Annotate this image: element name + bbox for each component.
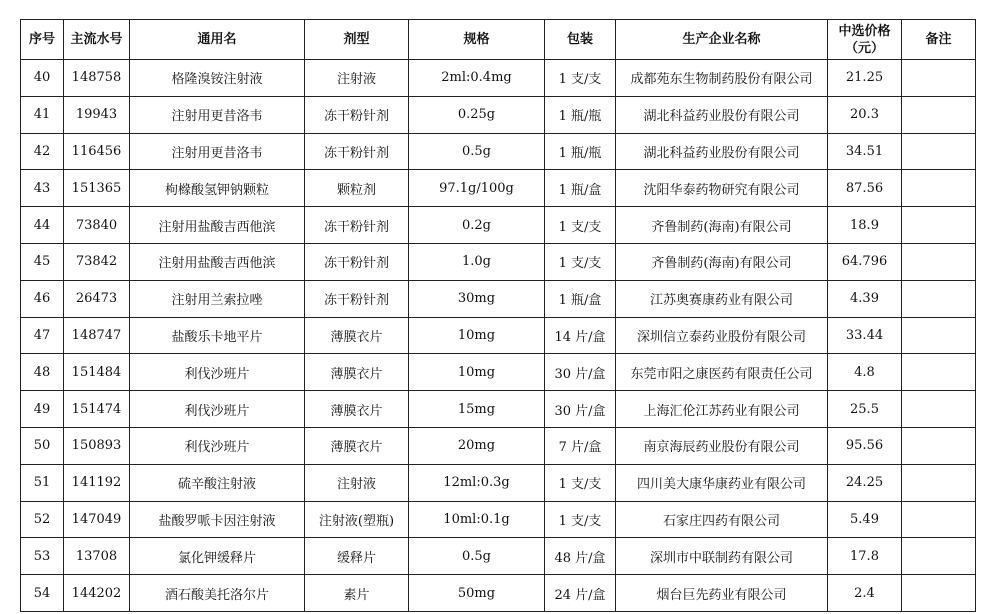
cell-price: 2.4	[828, 575, 902, 612]
cell-seq: 50	[21, 427, 64, 464]
cell-note	[902, 133, 976, 170]
cell-pack: 30 片/盒	[545, 354, 616, 391]
cell-pack: 1 支/支	[545, 207, 616, 244]
cell-note	[902, 243, 976, 280]
header-seq: 序号	[21, 20, 64, 60]
cell-seq: 51	[21, 464, 64, 501]
cell-spec: 10mg	[409, 354, 545, 391]
cell-form: 素片	[305, 575, 409, 612]
cell-code: 151365	[64, 170, 130, 207]
cell-price: 18.9	[828, 207, 902, 244]
cell-price: 87.56	[828, 170, 902, 207]
cell-spec: 0.5g	[409, 538, 545, 575]
cell-name: 酒石酸美托洛尔片	[130, 575, 305, 612]
cell-pack: 1 支/支	[545, 60, 616, 97]
table-row	[21, 170, 976, 207]
cell-form: 冻干粉针剂	[305, 243, 409, 280]
header-price-line1: 中选价格	[838, 23, 891, 39]
table-row	[21, 538, 976, 575]
cell-form: 冻干粉针剂	[305, 96, 409, 133]
cell-code: 116456	[64, 133, 130, 170]
cell-spec: 0.25g	[409, 96, 545, 133]
cell-code: 144202	[64, 575, 130, 612]
cell-seq: 47	[21, 317, 64, 354]
cell-form: 薄膜衣片	[305, 354, 409, 391]
table-row	[21, 280, 976, 317]
cell-note	[902, 317, 976, 354]
cell-pack: 1 瓶/瓶	[545, 133, 616, 170]
cell-pack: 1 瓶/盒	[545, 280, 616, 317]
cell-form: 颗粒剂	[305, 170, 409, 207]
cell-name: 注射用盐酸吉西他滨	[130, 207, 305, 244]
table-row	[21, 96, 976, 133]
cell-pack: 1 瓶/瓶	[545, 96, 616, 133]
header-spec: 规格	[409, 20, 545, 60]
cell-maker: 烟台巨先药业有限公司	[616, 575, 828, 612]
cell-note	[902, 170, 976, 207]
drug-price-table	[20, 19, 976, 612]
table-row	[21, 575, 976, 612]
cell-name: 利伐沙班片	[130, 354, 305, 391]
table-row	[21, 427, 976, 464]
cell-name: 格隆溴铵注射液	[130, 60, 305, 97]
cell-note	[902, 391, 976, 428]
header-code: 主流水号	[64, 20, 130, 60]
cell-note	[902, 575, 976, 612]
cell-pack: 7 片/盒	[545, 427, 616, 464]
cell-code: 150893	[64, 427, 130, 464]
cell-seq: 42	[21, 133, 64, 170]
cell-form: 注射液	[305, 464, 409, 501]
cell-seq: 43	[21, 170, 64, 207]
cell-price: 17.8	[828, 538, 902, 575]
cell-form: 冻干粉针剂	[305, 133, 409, 170]
table-row	[21, 243, 976, 280]
cell-price: 21.25	[828, 60, 902, 97]
header-price	[828, 20, 902, 60]
cell-name: 盐酸罗哌卡因注射液	[130, 501, 305, 538]
cell-code: 141192	[64, 464, 130, 501]
table-body	[21, 60, 976, 612]
cell-form: 注射液	[305, 60, 409, 97]
cell-maker: 江苏奥赛康药业有限公司	[616, 280, 828, 317]
cell-spec: 15mg	[409, 391, 545, 428]
cell-maker: 东莞市阳之康医药有限责任公司	[616, 354, 828, 391]
cell-spec: 2ml:0.4mg	[409, 60, 545, 97]
cell-price: 34.51	[828, 133, 902, 170]
cell-note	[902, 427, 976, 464]
table-row	[21, 207, 976, 244]
table-row	[21, 464, 976, 501]
cell-note	[902, 354, 976, 391]
cell-maker: 沈阳华泰药物研究有限公司	[616, 170, 828, 207]
cell-seq: 46	[21, 280, 64, 317]
cell-form: 冻干粉针剂	[305, 207, 409, 244]
header-maker: 生产企业名称	[616, 20, 828, 60]
cell-spec: 50mg	[409, 575, 545, 612]
cell-pack: 1 支/支	[545, 464, 616, 501]
cell-maker: 南京海辰药业股份有限公司	[616, 427, 828, 464]
cell-code: 19943	[64, 96, 130, 133]
header-name: 通用名	[130, 20, 305, 60]
cell-form: 缓释片	[305, 538, 409, 575]
cell-price: 24.25	[828, 464, 902, 501]
cell-price: 20.3	[828, 96, 902, 133]
header-form: 剂型	[305, 20, 409, 60]
cell-name: 利伐沙班片	[130, 427, 305, 464]
cell-pack: 30 片/盒	[545, 391, 616, 428]
cell-name: 盐酸乐卡地平片	[130, 317, 305, 354]
cell-code: 151474	[64, 391, 130, 428]
cell-spec: 0.5g	[409, 133, 545, 170]
cell-pack: 1 支/支	[545, 501, 616, 538]
cell-pack: 14 片/盒	[545, 317, 616, 354]
cell-seq: 44	[21, 207, 64, 244]
cell-code: 147049	[64, 501, 130, 538]
table-row	[21, 391, 976, 428]
table-header-row	[21, 20, 976, 60]
cell-seq: 48	[21, 354, 64, 391]
cell-code: 148747	[64, 317, 130, 354]
cell-spec: 10mg	[409, 317, 545, 354]
cell-spec: 1.0g	[409, 243, 545, 280]
cell-spec: 97.1g/100g	[409, 170, 545, 207]
cell-spec: 20mg	[409, 427, 545, 464]
cell-code: 73842	[64, 243, 130, 280]
cell-code: 26473	[64, 280, 130, 317]
header-note: 备注	[902, 20, 976, 60]
cell-name: 注射用盐酸吉西他滨	[130, 243, 305, 280]
cell-note	[902, 501, 976, 538]
cell-pack: 24 片/盒	[545, 575, 616, 612]
cell-form: 注射液(塑瓶)	[305, 501, 409, 538]
cell-form: 薄膜衣片	[305, 317, 409, 354]
cell-name: 枸橼酸氢钾钠颗粒	[130, 170, 305, 207]
cell-pack: 48 片/盒	[545, 538, 616, 575]
cell-note	[902, 538, 976, 575]
cell-name: 注射用兰索拉唑	[130, 280, 305, 317]
cell-pack: 1 支/支	[545, 243, 616, 280]
cell-seq: 41	[21, 96, 64, 133]
cell-pack: 1 瓶/盒	[545, 170, 616, 207]
cell-note	[902, 60, 976, 97]
cell-note	[902, 96, 976, 133]
cell-name: 利伐沙班片	[130, 391, 305, 428]
cell-price: 33.44	[828, 317, 902, 354]
cell-spec: 10ml:0.1g	[409, 501, 545, 538]
cell-price: 4.8	[828, 354, 902, 391]
cell-name: 硫辛酸注射液	[130, 464, 305, 501]
cell-maker: 湖北科益药业股份有限公司	[616, 96, 828, 133]
cell-note	[902, 207, 976, 244]
cell-name: 注射用更昔洛韦	[130, 133, 305, 170]
cell-maker: 深圳市中联制药有限公司	[616, 538, 828, 575]
cell-spec: 30mg	[409, 280, 545, 317]
cell-price: 95.56	[828, 427, 902, 464]
cell-seq: 52	[21, 501, 64, 538]
cell-seq: 45	[21, 243, 64, 280]
cell-maker: 深圳信立泰药业股份有限公司	[616, 317, 828, 354]
cell-note	[902, 280, 976, 317]
cell-name: 注射用更昔洛韦	[130, 96, 305, 133]
table-row	[21, 133, 976, 170]
cell-spec: 12ml:0.3g	[409, 464, 545, 501]
cell-price: 4.39	[828, 280, 902, 317]
cell-form: 薄膜衣片	[305, 427, 409, 464]
cell-code: 151484	[64, 354, 130, 391]
header-pack: 包装	[545, 20, 616, 60]
cell-code: 73840	[64, 207, 130, 244]
cell-price: 5.49	[828, 501, 902, 538]
cell-seq: 49	[21, 391, 64, 428]
cell-form: 薄膜衣片	[305, 391, 409, 428]
cell-code: 13708	[64, 538, 130, 575]
cell-maker: 四川美大康华康药业有限公司	[616, 464, 828, 501]
table-row	[21, 354, 976, 391]
cell-maker: 齐鲁制药(海南)有限公司	[616, 243, 828, 280]
header-price-line2: （元）	[844, 40, 884, 56]
cell-price: 64.796	[828, 243, 902, 280]
cell-form: 冻干粉针剂	[305, 280, 409, 317]
cell-seq: 53	[21, 538, 64, 575]
cell-maker: 湖北科益药业股份有限公司	[616, 133, 828, 170]
cell-maker: 成都苑东生物制药股份有限公司	[616, 60, 828, 97]
cell-code: 148758	[64, 60, 130, 97]
cell-maker: 石家庄四药有限公司	[616, 501, 828, 538]
cell-spec: 0.2g	[409, 207, 545, 244]
cell-name: 氯化钾缓释片	[130, 538, 305, 575]
cell-maker: 上海汇伦江苏药业有限公司	[616, 391, 828, 428]
cell-maker: 齐鲁制药(海南)有限公司	[616, 207, 828, 244]
table-row	[21, 60, 976, 97]
cell-price: 25.5	[828, 391, 902, 428]
table-row	[21, 501, 976, 538]
table-row	[21, 317, 976, 354]
cell-seq: 40	[21, 60, 64, 97]
cell-seq: 54	[21, 575, 64, 612]
cell-note	[902, 464, 976, 501]
